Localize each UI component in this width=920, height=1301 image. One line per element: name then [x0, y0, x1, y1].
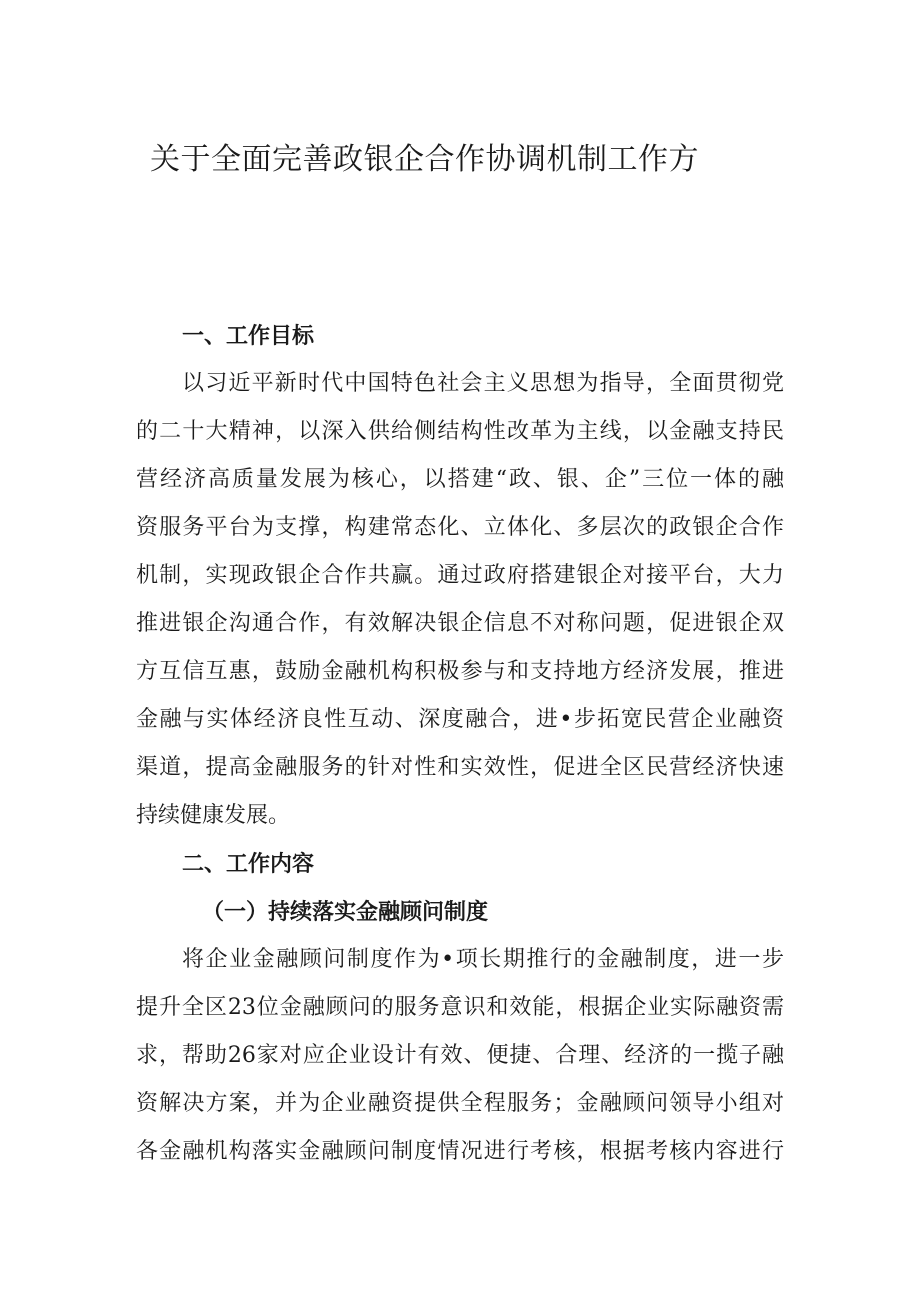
- text-line: 推进银企沟通合作，有效解决银企信息不对称问题，促进银企双: [136, 611, 784, 636]
- section-heading-goals: 一、工作目标: [182, 323, 315, 349]
- text-line: 方互信互惠，鼓励金融机构积极参与和支持地方经济发展，推进: [136, 659, 784, 684]
- text-line: 的二十大精神，以深入供给侧结构性改革为主线，以金融支持民: [136, 419, 784, 444]
- text-line: 金融与实体经济良性互动、深度融合，进•步拓宽民营企业融资: [136, 707, 784, 732]
- text-line: 渠道，提高金融服务的针对性和实效性，促进全区民营经济快速: [136, 755, 784, 780]
- text-line: 提升全区23位金融顾问的服务意识和效能，根据企业实际融资需: [136, 995, 784, 1020]
- text-line: 机制，实现政银企合作共赢。通过政府搭建银企对接平台，大力: [136, 563, 784, 588]
- section-heading-content: 二、工作内容: [182, 851, 315, 877]
- text-line: 资服务平台为支撑，构建常态化、立体化、多层次的政银企合作: [136, 515, 784, 540]
- document-body: [136, 312, 784, 1176]
- text-line: 各金融机构落实金融顾问制度情况进行考核，根据考核内容进行: [136, 1139, 784, 1164]
- text-line: 将企业金融顾问制度作为•项长期推行的金融制度，进一步: [182, 947, 784, 972]
- paragraph-goals: [136, 360, 784, 840]
- paragraph-financial-advisor: [136, 936, 784, 1176]
- text-line: 求，帮助26家对应企业设计有效、便捷、合理、经济的一揽子融: [136, 1043, 784, 1068]
- text-line: 资解决方案，并为企业融资提供全程服务；金融顾问领导小组对: [136, 1091, 784, 1116]
- text-line: 持续健康发展。: [136, 803, 291, 828]
- text-line: 营经济高质量发展为核心，以搭建“政、银、企”三位一体的融: [136, 467, 784, 492]
- text-line: 以习近平新时代中国特色社会主义思想为指导，全面贯彻党: [182, 371, 784, 396]
- document-title: 关于全面完善政银企合作协调机制工作方: [150, 142, 699, 177]
- subsection-heading-financial-advisor: （一）持续落实金融顾问制度: [202, 899, 489, 925]
